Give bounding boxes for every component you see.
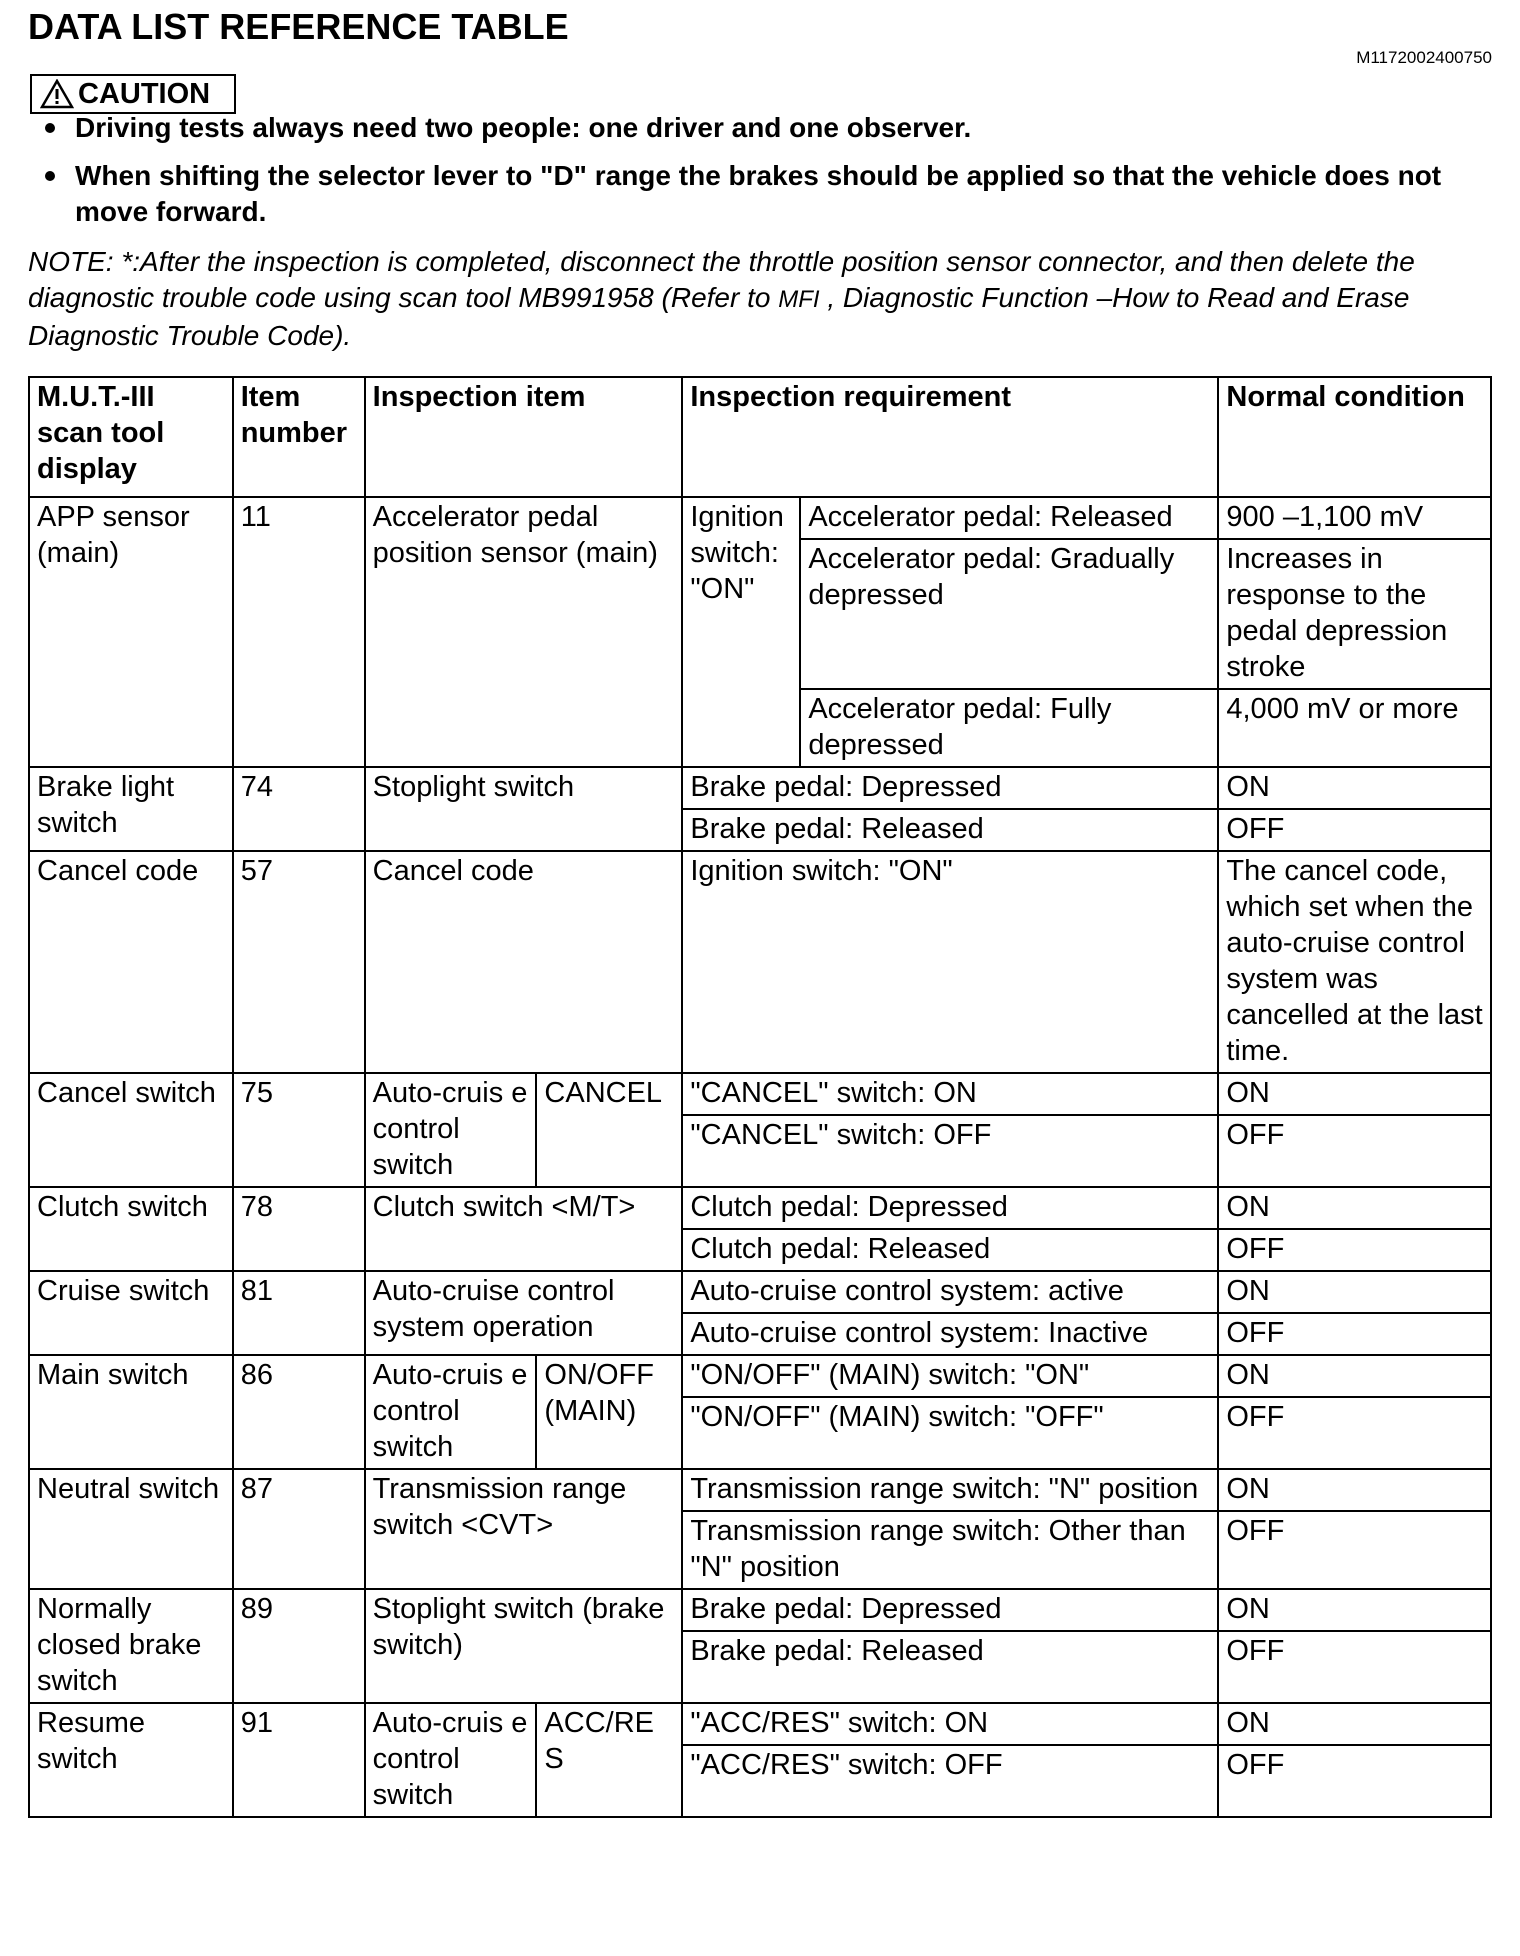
cell-requirement: "ON/OFF" (MAIN) switch: "ON" [682,1355,1218,1397]
cell-subitem: ON/OFF (MAIN) [536,1355,682,1469]
cell-number: 87 [233,1469,365,1589]
cell-normal: ON [1218,1469,1491,1511]
cell-number: 78 [233,1187,365,1271]
cell-normal: OFF [1218,1313,1491,1355]
cell-item: Clutch switch <M/T> [365,1187,683,1271]
caution-item: Driving tests always need two people: one driver and one observer. [40,110,1480,146]
cell-item: Auto-cruis e control switch [365,1073,537,1187]
cell-item: Transmission range switch <CVT> [365,1469,683,1589]
cell-item: Auto-cruis e control switch [365,1703,537,1817]
cell-display: Clutch switch [29,1187,233,1271]
cell-number: 86 [233,1355,365,1469]
cell-requirement: Brake pedal: Released [682,809,1218,851]
table-row [29,1073,1491,1115]
cell-item: Stoplight switch [365,767,683,851]
cell-normal: 900 –1,100 mV [1218,497,1491,539]
note-text-ref[interactable]: , Diagnostic Function –How to Read and Erase Diagnostic Trouble Code [28,282,1410,351]
cell-display: Resume switch [29,1703,233,1817]
cell-number: 91 [233,1703,365,1817]
cell-requirement: Clutch pedal: Released [682,1229,1218,1271]
cell-normal: ON [1218,1073,1491,1115]
caution-box [30,74,236,114]
header-display: M.U.T.-III scan tool display [29,377,233,497]
cell-display: Normally closed brake switch [29,1589,233,1703]
cell-item: Cancel code [365,851,683,1073]
cell-display: Brake light switch [29,767,233,851]
cell-normal: OFF [1218,1631,1491,1703]
cell-display: Cruise switch [29,1271,233,1355]
cell-requirement: Brake pedal: Released [682,1631,1218,1703]
note-text-end: ). [334,320,352,351]
cell-normal: ON [1218,767,1491,809]
cell-requirement: Transmission range switch: "N" position [682,1469,1218,1511]
cell-requirement: Auto-cruise control system: active [682,1271,1218,1313]
cell-normal: OFF [1218,1115,1491,1187]
table-row [29,1355,1491,1397]
cell-normal: ON [1218,1355,1491,1397]
cell-normal: OFF [1218,1397,1491,1469]
caution-list [40,110,1480,242]
caution-item: When shifting the selector lever to "D" range the brakes should be applied so that the vehicle does not move forward. [40,158,1480,230]
cell-display: Main switch [29,1355,233,1469]
cell-subitem: ACC/RE S [536,1703,682,1817]
note-text: NOTE: *:After the inspection is completed, disconnect the throttle position sensor connector, and then delete the diagnostic trouble code using scan tool MB991958 (Refer to [28,246,1415,313]
cell-number: 57 [233,851,365,1073]
table-row [29,1187,1491,1229]
table-header-row [29,377,1491,497]
cell-normal: OFF [1218,1511,1491,1589]
cell-normal: ON [1218,1703,1491,1745]
cell-requirement: Clutch pedal: Depressed [682,1187,1218,1229]
cell-normal: ON [1218,1589,1491,1631]
cell-number: 11 [233,497,365,767]
cell-number: 89 [233,1589,365,1703]
data-list-table [28,376,1492,1818]
cell-requirement: "ACC/RES" switch: OFF [682,1745,1218,1817]
cell-requirement: Auto-cruise control system: Inactive [682,1313,1218,1355]
cell-normal: OFF [1218,809,1491,851]
page-title: DATA LIST REFERENCE TABLE [28,6,569,47]
cell-normal: ON [1218,1187,1491,1229]
cell-requirement: Brake pedal: Depressed [682,1589,1218,1631]
table-row [29,1589,1491,1631]
cell-normal: Increases in response to the pedal depression stroke [1218,539,1491,689]
header-normal: Normal condition [1218,377,1491,497]
cell-subitem: CANCEL [536,1073,682,1187]
cell-number: 75 [233,1073,365,1187]
cell-requirement: Accelerator pedal: Released [800,497,1218,539]
header-inspection-item: Inspection item [365,377,683,497]
cell-requirement: Accelerator pedal: Fully depressed [800,689,1218,767]
table-row [29,1703,1491,1745]
cell-item: Accelerator pedal position sensor (main) [365,497,683,767]
header-item-number: Item number [233,377,365,497]
cell-requirement: "ON/OFF" (MAIN) switch: "OFF" [682,1397,1218,1469]
cell-display: Neutral switch [29,1469,233,1589]
cell-item: Stoplight switch (brake switch) [365,1589,683,1703]
cell-requirement: Brake pedal: Depressed [682,767,1218,809]
header-requirement: Inspection requirement [682,377,1218,497]
cell-display: APP sensor (main) [29,497,233,767]
cell-item: Auto-cruis e control switch [365,1355,537,1469]
note-paragraph [28,244,1498,354]
table-row [29,767,1491,809]
cell-number: 74 [233,767,365,851]
cell-number: 81 [233,1271,365,1355]
cell-item: Auto-cruise control system operation [365,1271,683,1355]
cell-requirement: Accelerator pedal: Gradually depressed [800,539,1218,689]
cell-requirement: Ignition switch: "ON" [682,851,1218,1073]
cell-display: Cancel switch [29,1073,233,1187]
caution-label: CAUTION [78,77,211,110]
cell-requirement: "CANCEL" switch: ON [682,1073,1218,1115]
cell-requirement: "CANCEL" switch: OFF [682,1115,1218,1187]
cell-condition: Ignition switch: "ON" [682,497,800,767]
cell-normal: ON [1218,1271,1491,1313]
cell-normal: OFF [1218,1229,1491,1271]
cell-normal: 4,000 mV or more [1218,689,1491,767]
table-row [29,1469,1491,1511]
cell-requirement: Transmission range switch: Other than "N" position [682,1511,1218,1589]
mfi-link[interactable]: MFI [778,286,820,313]
cell-normal: The cancel code, which set when the auto-cruise control system was cancelled at the last time. [1218,851,1491,1073]
cell-display: Cancel code [29,851,233,1073]
table-row [29,851,1491,1073]
table-row [29,1271,1491,1313]
table-row [29,497,1491,539]
warning-icon [40,79,74,109]
document-id: M1172002400750 [1356,48,1492,67]
cell-requirement: "ACC/RES" switch: ON [682,1703,1218,1745]
cell-normal: OFF [1218,1745,1491,1817]
